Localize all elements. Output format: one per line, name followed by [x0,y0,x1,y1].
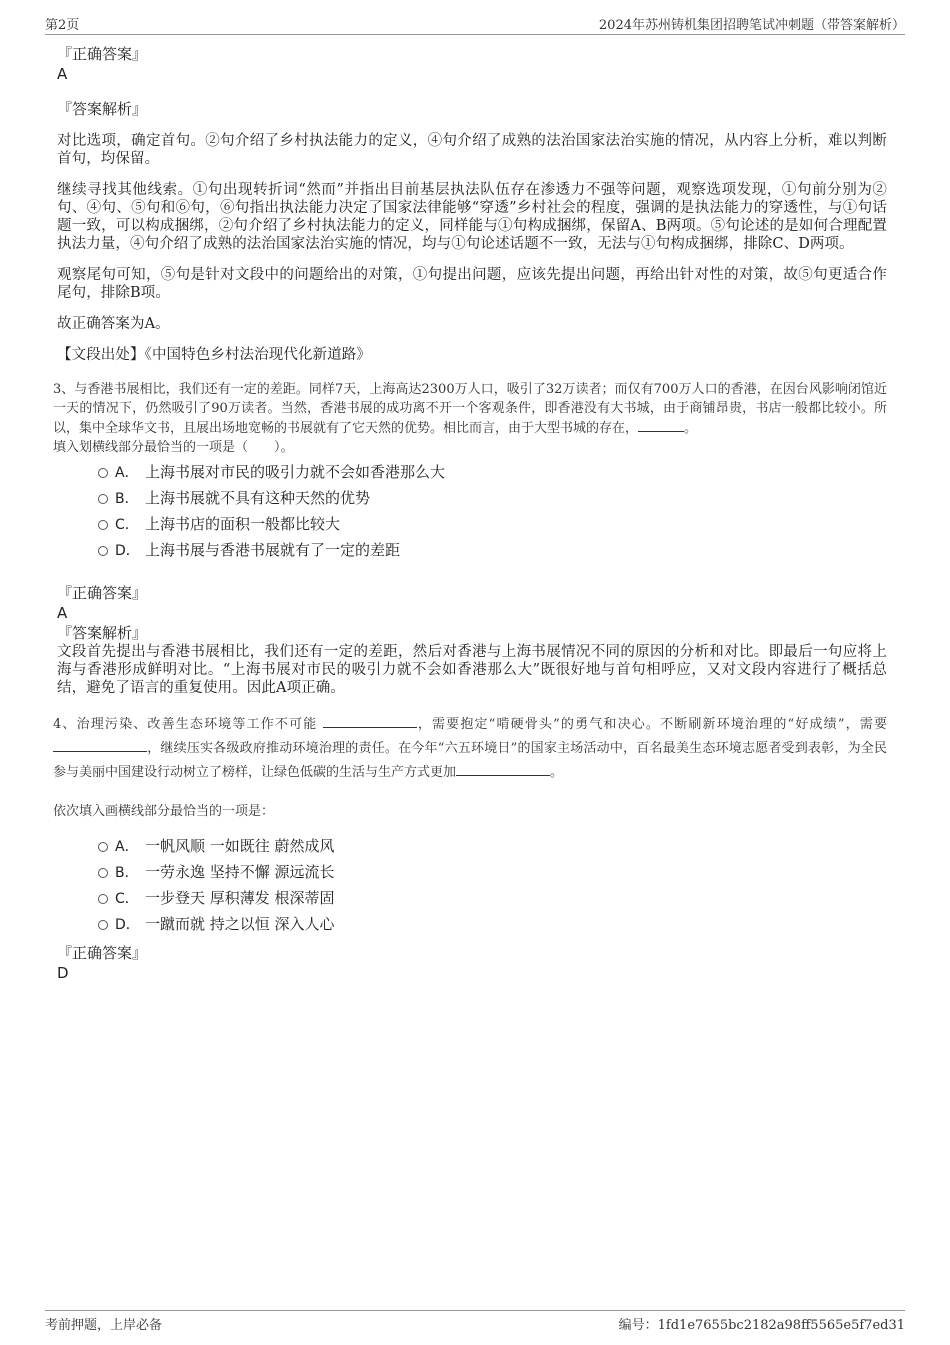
q4-stem-part: 。 [550,765,564,780]
q4-stem-part: 4、治理污染、改善生态环境等工作不可能 [53,717,318,732]
q2-analysis-p3: 观察尾句可知，⑤句是针对文段中的问题给出的对策，①句提出问题，应该先提出问题，再给出针对性的对策，故⑤句更适合作尾句，排除B项。 [57,267,887,301]
option-text: 上海书展就不具有这种天然的优势 [145,489,371,507]
radio-icon[interactable] [98,842,108,852]
q2-analysis-label: 『答案解析』 [57,100,148,118]
option-letter: C． [115,891,139,907]
page-footer [45,1310,905,1336]
option-text: 一帆风顺 一如既往 蔚然成风 [145,837,335,855]
q2-source: 【文段出处】《中国特色乡村法治现代化新道路》 [57,347,371,363]
q3-answer: A [57,604,68,622]
document-title: 2024年苏州铸机集团招聘笔试冲刺题（带答案解析） [598,18,905,33]
page-number: 第2页 [45,18,80,33]
q3-blank [638,418,684,432]
radio-icon[interactable] [98,868,108,878]
q4-option-a[interactable] [57,833,887,859]
q4-blank-2 [53,738,147,752]
q4-stem [53,713,887,785]
option-text: 一步登天 厚积薄发 根深蒂固 [145,889,335,907]
option-text: 上海书展与香港书展就有了一定的差距 [145,541,401,559]
q3-options [57,459,887,563]
q3-stem-end: 。 [684,421,698,436]
q4-answer-label: 『正确答案』 [57,944,148,962]
option-text: 上海书店的面积一般都比较大 [145,515,341,533]
option-letter: B． [115,491,139,507]
radio-icon[interactable] [98,494,108,504]
q3-option-c[interactable] [57,511,887,537]
option-text: 一劳永逸 坚持不懈 源远流长 [145,863,335,881]
q4-option-c[interactable] [57,885,887,911]
document-body [53,44,887,983]
q3-analysis-label: 『答案解析』 [57,624,148,642]
q4-blank-1 [323,714,417,728]
footer-slogan: 考前押题，上岸必备 [45,1318,163,1333]
q3-option-b[interactable] [57,485,887,511]
q2-analysis-p1: 对比选项，确定首句。②句介绍了乡村执法能力的定义，④句介绍了成熟的法治国家法治实施的情况，从内容上分析，难以判断首句，均保留。 [57,133,887,167]
radio-icon[interactable] [98,520,108,530]
q4-option-b[interactable] [57,859,887,885]
q3-analysis: 文段首先提出与香港书展相比，我们还有一定的差距，然后对香港与上海书展情况不同的原因的分析和对比。即最后一句应将上海与香港形成鲜明对比。“上海书展对市民的吸引力就不会如香港那么大”既很好地与首句相呼应，又对文段内容进行了概括总结，避免了语言的重复使用。因此A项正确。 [57,644,887,696]
footer-code: 编号：1fd1e7655bc2182a98ff5565e5f7ed31 [618,1318,905,1333]
q4-option-d[interactable] [57,911,887,937]
option-letter: D． [115,917,140,933]
q3-answer-label: 『正确答案』 [57,584,148,602]
page-header [45,14,905,35]
q3-option-a[interactable] [57,459,887,485]
q4-answer: D [57,964,69,982]
q3-stem-text: 3、与香港书展相比，我们还有一定的差距。同样7天，上海高达2300万人口，吸引了32万读者；而仅有700万人口的香港，在因台风影响闭馆近一天的情况下，仍然吸引了90万读者。当然，香港书展的成功离不开一个客观条件，即香港没有大书城，由于商铺昂贵，书店一般都比较小。所以，集中全球华文书，且展出场地宽畅的书展就有了它天然的优势。相比而言，由于大型书城的存在， [53,382,887,436]
q4-options [57,833,887,937]
q3-stem [53,380,887,438]
q3-prompt: 填入划横线部分最恰当的一项是（ ）。 [53,440,294,455]
option-letter: B． [115,865,139,881]
option-letter: D． [115,543,140,559]
option-letter: A． [115,465,139,481]
option-letter: C． [115,517,139,533]
radio-icon[interactable] [98,546,108,556]
q4-blank-3 [456,762,550,776]
option-text: 上海书展对市民的吸引力就不会如香港那么大 [145,463,446,481]
q3-option-d[interactable] [57,537,887,563]
q4-stem-part: ，需要抱定“啃硬骨头”的勇气和决心。不断刷新环境治理的“好成绩”，需要 [416,717,887,732]
q2-answer-label: 『正确答案』 [57,45,148,63]
radio-icon[interactable] [98,468,108,478]
q2-answer: A [57,65,68,83]
option-letter: A． [115,839,139,855]
q4-prompt: 依次填入画横线部分最恰当的一项是： [53,804,275,819]
option-text: 一蹴而就 持之以恒 深入人心 [145,915,335,933]
radio-icon[interactable] [98,920,108,930]
q2-analysis-p2: 继续寻找其他线索。①句出现转折词“然而”并指出目前基层执法队伍存在渗透力不强等问题，观察选项发现，①句前分别为②句、④句、⑤句和⑥句，⑥句指出执法能力决定了国家法律能够“穿透”乡村社会的程度，强调的是执法能力的穿透性，与①句话题一致，可以构成捆绑，②句介绍了乡村执法能力的定义，同样能与①句构成捆绑，保留A、B两项。⑤句论述的是如何合理配置执法力量，④句介绍了成熟的法治国家法治实施的情况，均与①句论述话题不一致，无法与①句构成捆绑，排除C、D两项。 [57,182,887,252]
radio-icon[interactable] [98,894,108,904]
q4-stem-part: ，继续压实各级政府推动环境治理的责任。在今年“六五环境日”的国家主场活动中，百名最美生态环境志愿者受到表彰，为全民参与美丽中国建设行动树立了榜样，让绿色低碳的生活与生产方式更加 [53,741,887,780]
q2-analysis-p4: 故正确答案为A。 [57,316,170,332]
